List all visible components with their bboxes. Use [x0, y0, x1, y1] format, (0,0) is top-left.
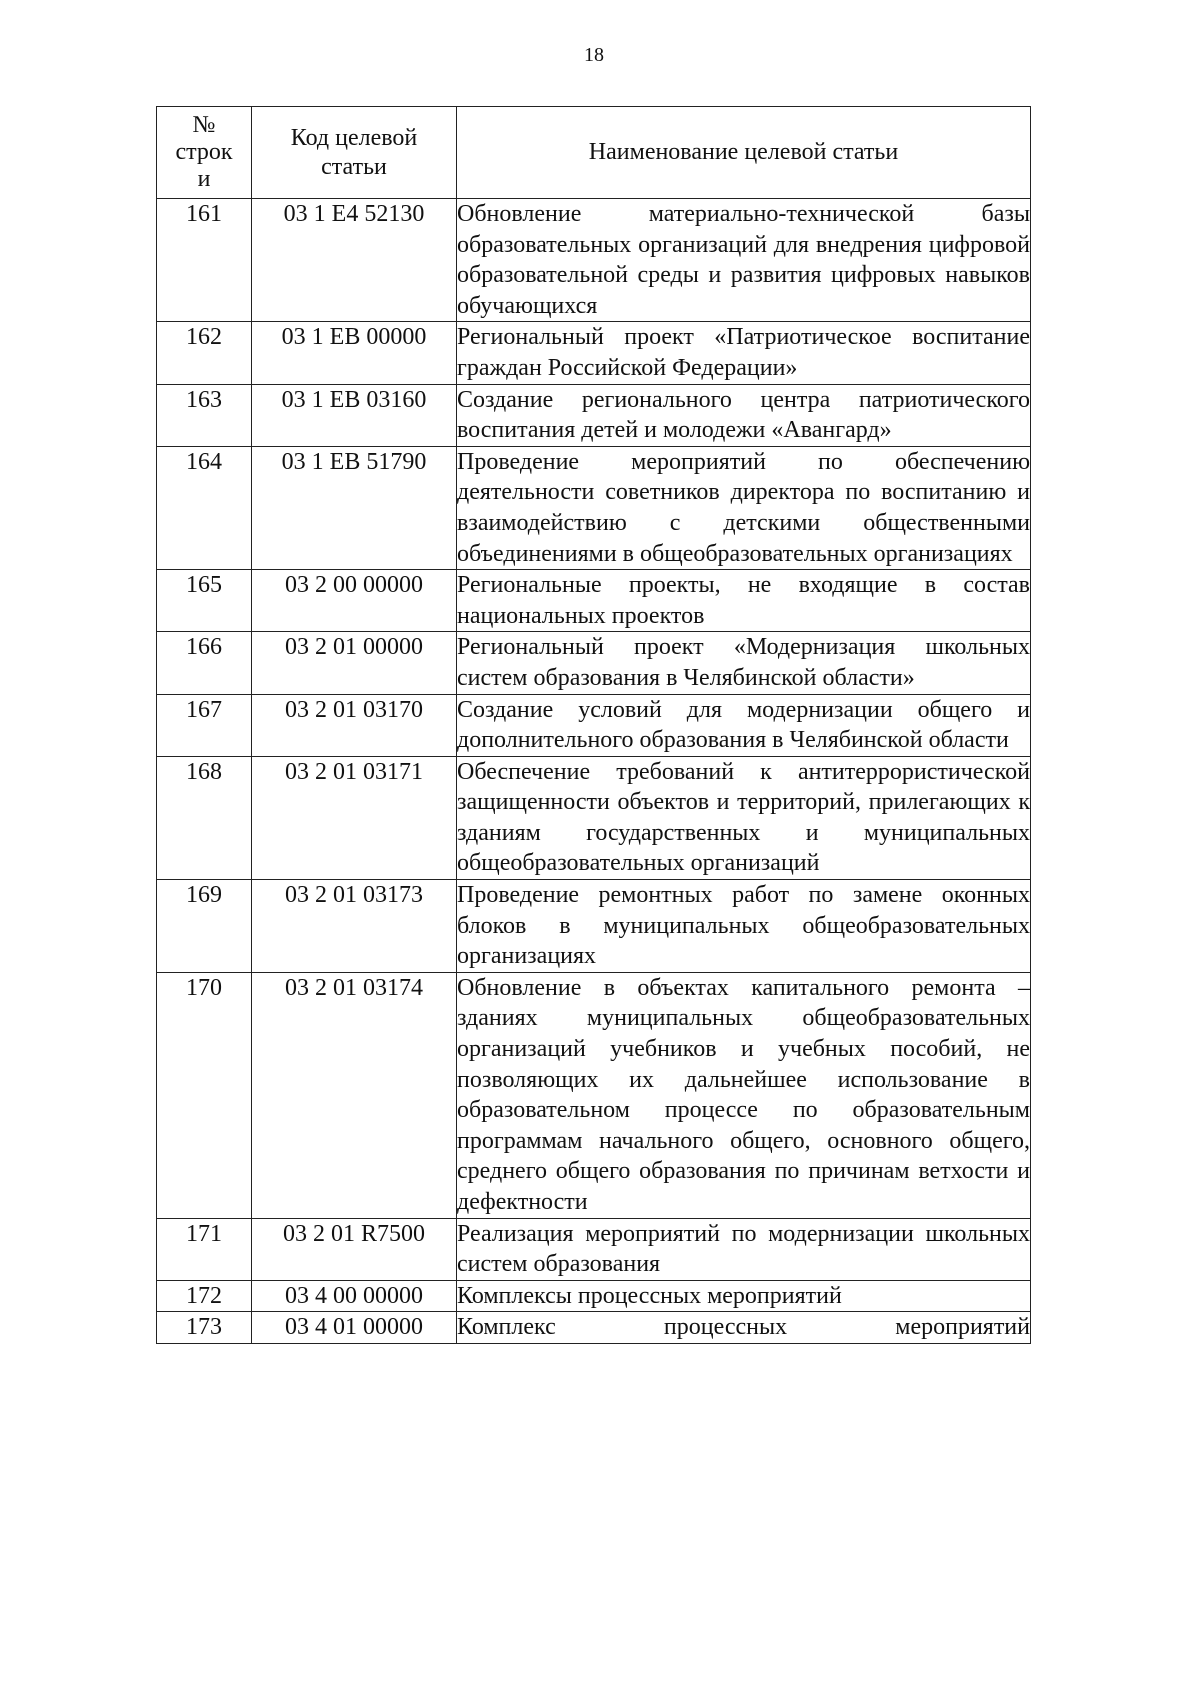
article-code-cell: 03 2 01 03174 [252, 972, 457, 1218]
row-number-cell: 163 [157, 384, 252, 446]
table-row [157, 1218, 1031, 1280]
header-row-number-line: № [192, 112, 216, 138]
table-row [157, 1312, 1031, 1344]
article-name-cell: Региональный проект «Патриотическое воспитание граждан Российской Федерации» [457, 322, 1031, 384]
article-code-cell: 03 2 00 00000 [252, 570, 457, 632]
article-name-cell: Реализация мероприятий по модернизации школьных систем образования [457, 1218, 1031, 1280]
article-name-cell: Региональные проекты, не входящие в состав национальных проектов [457, 570, 1031, 632]
row-number-cell: 171 [157, 1218, 252, 1280]
page-number: 18 [584, 44, 604, 66]
row-number-cell: 168 [157, 756, 252, 879]
article-code-cell: 03 1 EB 51790 [252, 446, 457, 569]
table-row [157, 384, 1031, 446]
article-name-cell: Создание регионального центра патриотического воспитания детей и молодежи «Авангард» [457, 384, 1031, 446]
row-number-cell: 173 [157, 1312, 252, 1344]
article-code-cell: 03 2 01 03171 [252, 756, 457, 879]
article-name-cell: Региональный проект «Модернизация школьных систем образования в Челябинской области» [457, 632, 1031, 694]
article-name-cell: Комплекс процессных мероприятий [457, 1312, 1031, 1344]
header-article-name: Наименование целевой статьи [457, 107, 1031, 199]
header-article-code [252, 107, 457, 199]
row-number-cell: 164 [157, 446, 252, 569]
row-number-cell: 165 [157, 570, 252, 632]
header-article-code-text: Код целевой статьи [290, 124, 418, 180]
table-row [157, 694, 1031, 756]
article-code-cell: 03 1 E4 52130 [252, 199, 457, 322]
table-row [157, 756, 1031, 879]
header-row-number-line: и [197, 166, 211, 192]
article-code-cell: 03 1 EB 03160 [252, 384, 457, 446]
article-code-cell: 03 2 01 00000 [252, 632, 457, 694]
row-number-cell: 167 [157, 694, 252, 756]
article-name-cell: Обновление в объектах капитального ремонта – зданиях муниципальных общеобразовательных организаций учебников и учебных пособий, не позволяющих их дальнейшее использование в образовательном процессе по образовательным программам начального общего, основного общего, среднего общего образования по причинам ветхости и дефектности [457, 972, 1031, 1218]
article-code-cell: 03 2 01 03173 [252, 880, 457, 973]
table-row [157, 972, 1031, 1218]
row-number-cell: 166 [157, 632, 252, 694]
article-name-cell: Проведение мероприятий по обеспечению деятельности советников директора по воспитанию и взаимодействию с детскими общественными объединениями в общеобразовательных организациях [457, 446, 1031, 569]
article-code-cell: 03 4 00 00000 [252, 1280, 457, 1312]
article-name-cell: Создание условий для модернизации общего и дополнительного образования в Челябинской области [457, 694, 1031, 756]
article-name-cell: Обеспечение требований к антитеррористической защищенности объектов и территорий, прилегающих к зданиям государственных и муниципальных общеобразовательных организаций [457, 756, 1031, 879]
row-number-cell: 172 [157, 1280, 252, 1312]
table-row [157, 199, 1031, 322]
table-header-row [157, 107, 1031, 199]
table-row [157, 880, 1031, 973]
article-code-cell: 03 2 01 R7500 [252, 1218, 457, 1280]
table-row [157, 446, 1031, 569]
header-row-number-line: строк [175, 139, 233, 165]
article-name-cell: Проведение ремонтных работ по замене оконных блоков в муниципальных общеобразовательных организациях [457, 880, 1031, 973]
row-number-cell: 162 [157, 322, 252, 384]
article-code-cell: 03 4 01 00000 [252, 1312, 457, 1344]
table-row [157, 570, 1031, 632]
header-row-number [157, 107, 252, 199]
article-name-cell: Обновление материально-технической базы образовательных организаций для внедрения цифровой образовательной среды и развития цифровых навыков обучающихся [457, 199, 1031, 322]
row-number-cell: 161 [157, 199, 252, 322]
article-code-cell: 03 2 01 03170 [252, 694, 457, 756]
article-name-cell: Комплексы процессных мероприятий [457, 1280, 1031, 1312]
target-articles-table [156, 106, 1031, 1344]
table-row [157, 632, 1031, 694]
row-number-cell: 170 [157, 972, 252, 1218]
row-number-cell: 169 [157, 880, 252, 973]
table-row [157, 322, 1031, 384]
article-code-cell: 03 1 EB 00000 [252, 322, 457, 384]
table-row [157, 1280, 1031, 1312]
